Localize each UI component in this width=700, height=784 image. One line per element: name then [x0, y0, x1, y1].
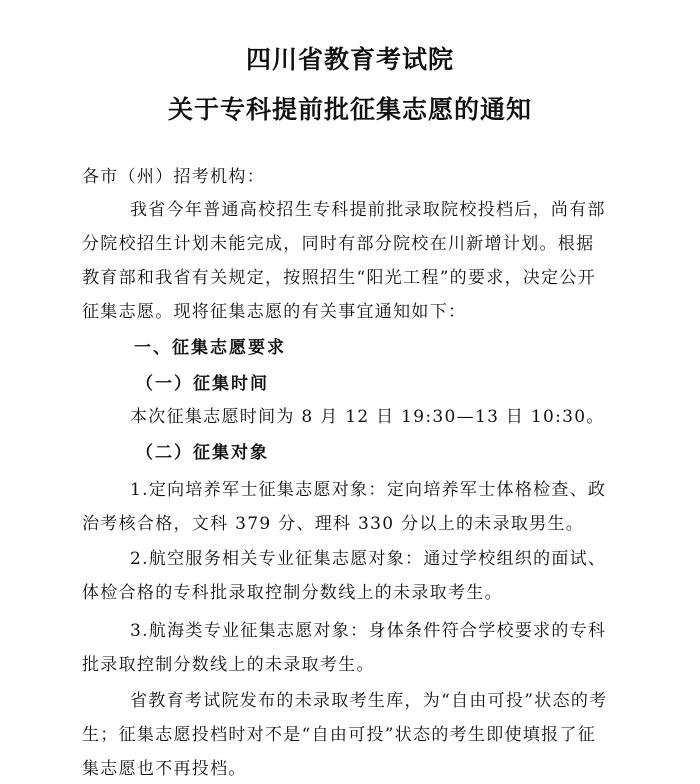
document-title-line1: 四川省教育考试院 [245, 45, 454, 74]
intro-line-2: 分院校招生计划未能完成，同时有部分院校在川新增计划。根据 [82, 234, 595, 254]
subsection1-heading: （一）征集时间 [136, 374, 269, 394]
subsection1-text: 本次征集志愿时间为 8 月 12 日 19:30—13 日 10:30。 [130, 407, 605, 427]
subsection2-heading: （二）征集对象 [136, 443, 269, 463]
note-line-2: 生；征集志愿投档时对不是“自由可投”状态的考生即使填报了征 [82, 725, 597, 745]
item2-line-2: 体检合格的专科批录取控制分数线上的未录取考生。 [82, 583, 503, 603]
item3-line-2: 批录取控制分数线上的未录取考生。 [82, 655, 375, 675]
intro-line-3: 教育部和我省有关规定，按照招生“阳光工程”的要求，决定公开 [82, 268, 597, 288]
section1-heading: 一、征集志愿要求 [134, 338, 286, 358]
document-title-line2: 关于专科提前批征集志愿的通知 [167, 95, 532, 124]
note-line-1: 省教育考试院发布的未录取考生库，为“自由可投”状态的考 [130, 691, 608, 711]
intro-line-1: 我省今年普通高校招生专科提前批录取院校投档后，尚有部 [130, 200, 606, 220]
note-line-3: 集志愿也不再投档。 [82, 759, 247, 779]
item1-line-1: 1.定向培养军士征集志愿对象：定向培养军士体格检查、政 [130, 480, 607, 500]
item2-line-1: 2.航空服务相关专业征集志愿对象：通过学校组织的面试、 [130, 549, 607, 569]
item3-line-1: 3.航海类专业征集志愿对象：身体条件符合学校要求的专科 [130, 621, 607, 641]
salutation: 各市（州）招考机构： [82, 167, 265, 187]
intro-line-4: 征集志愿。现将征集志愿的有关事宜通知如下： [82, 302, 467, 322]
item1-line-2: 治考核合格，文科 379 分、理科 330 分以上的未录取男生。 [82, 514, 585, 534]
